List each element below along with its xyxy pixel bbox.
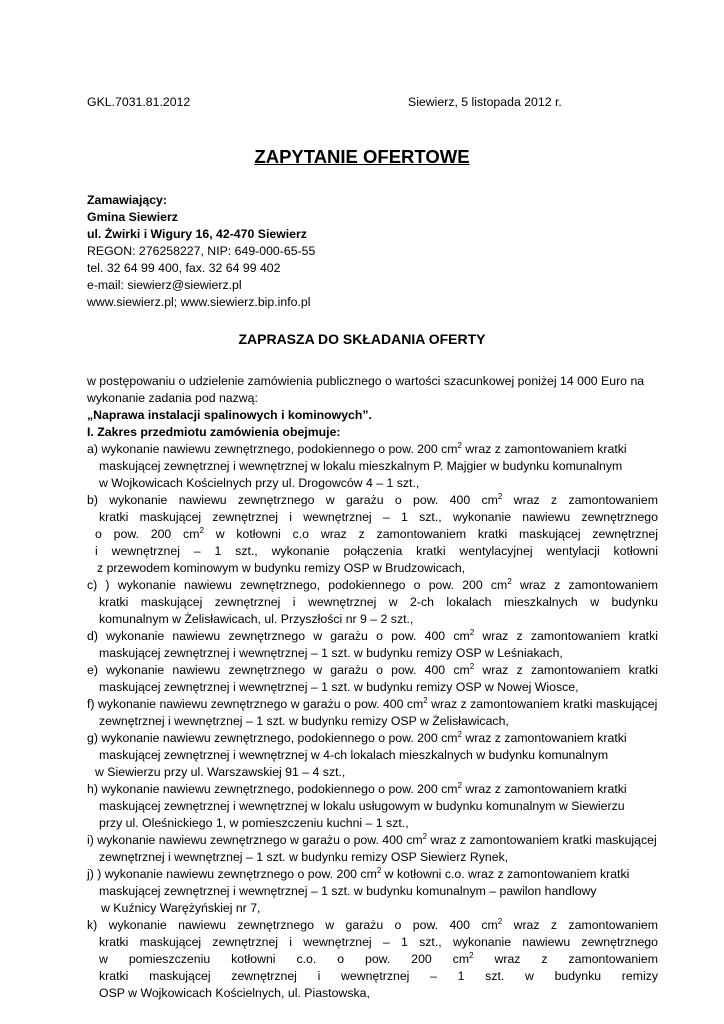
item-h-line-2: maskującej zewnętrznej i wewnętrznej w lokalu usługowym w budynku komunalnym w Siewierzu [99,799,625,813]
contractor-name: Gmina Siewierz [87,210,178,224]
item-k-line-3: w pomieszczeniu kotłowni c.o. o pow. 200 $cm^2$ wraz z zamontowaniem [99,951,658,966]
intro-line-1: w postępowaniu o udzielenie zamówienia publicznego o wartości szacunkowej poniżej 14 000 Euro na [87,374,645,388]
reference-number: GKL.7031.81.2012 [87,95,191,109]
item-b-line-5: z przewodem kominowym w budynku remizy OSP w Brudzowicach, [97,561,466,575]
contractor-label: Zamawiający: [87,193,167,207]
item-a-line-3: w Wojkowicach Kościelnych przy ul. Drogowców 4 – 1 szt., [99,476,420,490]
item-e-line-2: maskującej zewnętrznej i wewnętrznej – 1 szt. w budynku remizy OSP w Nowej Wiosce, [99,680,579,694]
item-f-line-1: f) wykonanie nawiewu zewnętrznego w garażu o pow. 400 $cm^2$ wraz z zamontowaniem kratki maskującej [87,696,658,711]
item-g-line-1: g) wykonanie nawiewu zewnętrznego, podokiennego o pow. 200 $cm^2$ wraz z zamontowaniem kratki [87,730,627,745]
item-j-line-1: j) ) wykonanie nawiewu zewnętrznego o pow. 200 $cm^2$ w kotłowni c.o. wraz z zamontowaniem kratki [87,866,630,881]
item-b-line-1: b) wykonanie nawiewu zewnętrznego w garażu o pow. 400 $cm^2$ wraz z zamontowaniem [87,492,658,507]
task-name: „Naprawa instalacji spalinowych i kominowych”. [87,408,372,422]
item-d-line-2: maskującej zewnętrznej i wewnętrznej – 1 szt. w budynku remizy OSP w Leśniakach, [99,646,563,660]
invitation-heading: ZAPRASZA DO SKŁADANIA OFERTY [238,331,486,347]
item-b-line-4: i wewnętrznej – 1 szt., wykonanie połączenia kratki wentylacyjnej wentylacji kotłowni [95,544,658,558]
item-i-line-1: i) wykonanie nawiewu zewnętrznego w garażu o pow. 400 $cm^2$ wraz z zamontowaniem kratki maskującej [87,832,657,847]
item-h-line-1: h) wykonanie nawiewu zewnętrznego, podokiennego o pow. 200 $cm^2$ wraz z zamontowaniem kratki [87,781,627,796]
item-k-line-5: OSP w Wojkowicach Kościelnych, ul. Piastowska, [99,986,370,1000]
item-g-line-2: maskującej zewnętrznej i wewnętrznej w 4-ch lokalach mieszkalnych w budynku komunalnym [99,748,609,762]
item-k-line-1: k) wykonanie nawiewu zewnętrznego w garażu o pow. 400 $cm^2$ wraz z zamontowaniem [87,917,659,932]
item-d-line-1: d) wykonanie nawiewu zewnętrznego w garażu o pow. 400 $cm^2$ wraz z zamontowaniem kratki [87,628,658,643]
item-c-line-2: kratki maskującej zewnętrznej i wewnętrznej w 2-ch lokalach mieszkalnych w budynku [99,595,658,609]
item-c-line-3: komunalnym w Żelisławicach, ul. Przyszłości nr 9 – 2 szt., [99,612,414,626]
item-k-line-4: kratki maskującej zewnętrznej i wewnętrznej – 1 szt. w budynku remizy [99,969,658,983]
contractor-regon: REGON: 276258227, NIP: 649-000-65-55 [87,244,316,258]
scope-heading: I. Zakres przedmiotu zamówienia obejmuje: [87,425,341,439]
contractor-phone: tel. 32 64 99 400, fax. 32 64 99 402 [87,261,281,275]
item-k-line-2: kratki maskującej zewnętrznej i wewnętrznej – 1 szt., wykonanie nawiewu zewnętrznego [99,935,658,949]
item-i-line-2: zewnętrznej i wewnętrznej – 1 szt. w budynku remizy OSP Siewierz Rynek, [99,850,509,864]
intro-line-2: wykonanie zadania pod nazwą: [87,391,258,405]
item-j-line-3: w Kuźnicy Warężyńskiej nr 7, [101,901,261,915]
item-b-line-3: o pow. 200 $cm^2$ w kotłowni c.o wraz z zamontowaniem kratki maskującej zewnętrznej [95,526,658,541]
item-j-line-2: maskującej zewnętrznej i wewnętrznej – 1 szt. w budynku komunalnym – pawilon handlowy [99,884,597,898]
item-a-line-2: maskującej zewnętrznej i wewnętrznej w lokalu mieszkalnym P. Majgier w budynku komunalnym [99,459,623,473]
item-g-line-3: w Siewierzu przy ul. Warszawskiej 91 – 4 szt., [95,765,346,779]
item-h-line-3: przy ul. Oleśnickiego 1, w pomieszczeniu kuchni – 1 szt., [99,816,409,830]
place-and-date: Siewierz, 5 listopada 2012 r. [408,95,562,109]
contractor-www: www.siewierz.pl; www.siewierz.bip.info.pl [87,295,311,309]
contractor-email: e-mail: siewierz@siewierz.pl [87,278,242,292]
item-b-line-2: kratki maskującej zewnętrznej i wewnętrznej – 1 szt., wykonanie nawiewu zewnętrznego [99,510,658,524]
item-c-line-1: c) ) wykonanie nawiewu zewnętrznego, podokiennego o pow. 200 $cm^2$ wraz z zamontowaniem [87,577,658,592]
document-title: ZAPYTANIE OFERTOWE [254,146,470,167]
item-a-line-1: a) wykonanie nawiewu zewnętrznego, podokiennego o pow. 200 $cm^2$ wraz z zamontowaniem kratki [87,441,627,456]
item-e-line-1: e) wykonanie nawiewu zewnętrznego w garażu o pow. 400 $cm^2$ wraz z zamontowaniem kratki [87,662,658,677]
contractor-address: ul. Żwirki i Wigury 16, 42-470 Siewierz [87,227,307,241]
item-f-line-2: zewnętrznej i wewnętrznej – 1 szt. w budynku remizy OSP w Żelisławicach, [99,714,509,728]
